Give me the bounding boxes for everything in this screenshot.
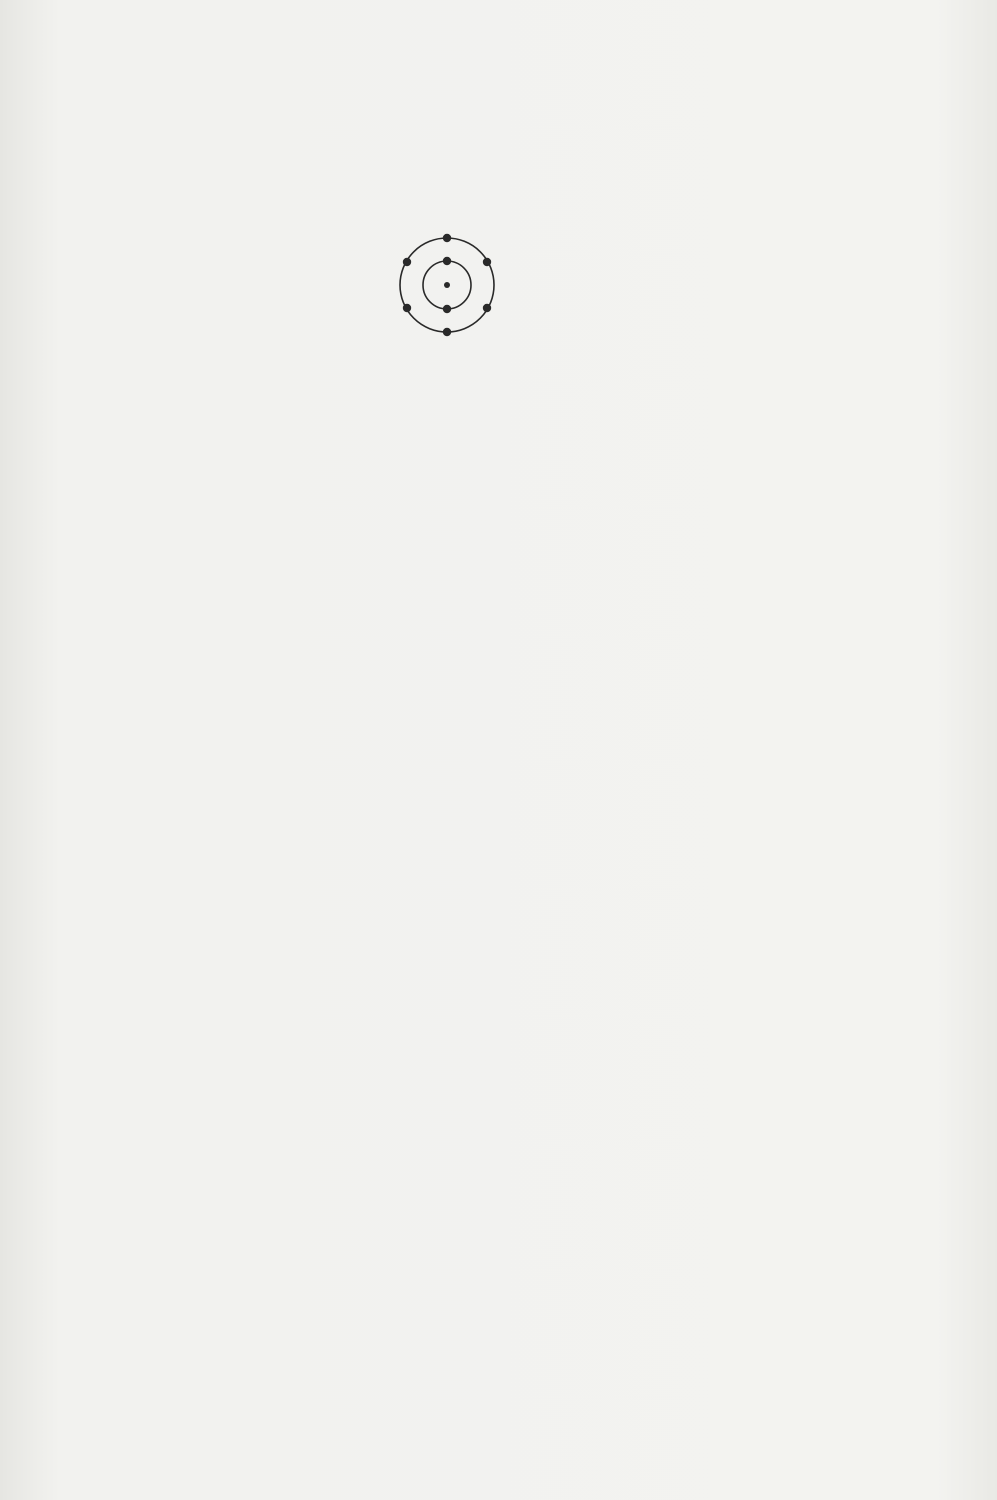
top-paragraph [4,0,933,14]
electron-inner-2 [443,305,451,313]
oxygen-atom-diagram [390,228,505,343]
main-text [6,352,935,385]
electron-outer-4 [483,258,491,266]
electron-inner-1 [443,257,451,265]
nucleus [444,282,450,288]
electron-outer-2 [443,328,451,336]
electron-outer-6 [483,304,491,312]
electron-outer-5 [403,304,411,312]
electron-outer-3 [403,258,411,266]
electron-outer-1 [443,234,451,242]
